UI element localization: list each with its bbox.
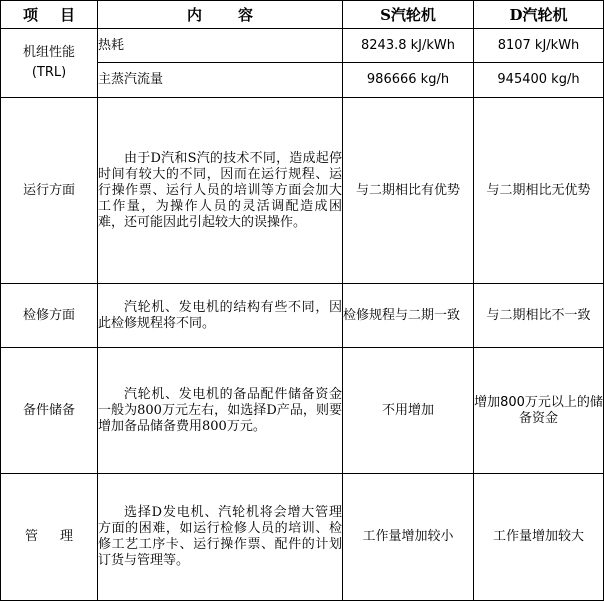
s-management: 工作量增加较小	[343, 474, 474, 601]
s-maintenance: 检修规程与二期一致	[343, 284, 474, 348]
desc-text: 汽轮机、发电机的结构有些不同，因此检修规程将不同。	[98, 299, 342, 331]
category-operation: 运行方面	[1, 98, 98, 284]
desc-management	[98, 474, 343, 601]
d-heat-rate: 8107 kJ/kWh	[474, 29, 604, 63]
item-steam-flow: 主蒸汽流量	[98, 63, 343, 98]
desc-text: 选择D发电机、汽轮机将会增大管理方面的困难，如运行检修人员的培训、检修工艺工序卡、运行操作票、配件的计划订货与管理等。	[98, 505, 342, 568]
category-spare-parts: 备件储备	[1, 348, 98, 474]
header-d-turbine: D汽轮机	[474, 1, 604, 29]
d-maintenance: 与二期相比不一致	[474, 284, 604, 348]
table-row	[1, 474, 604, 601]
category-maintenance: 检修方面	[1, 284, 98, 348]
header-s-turbine: S汽轮机	[343, 1, 474, 29]
d-steam-flow: 945400 kg/h	[474, 63, 604, 98]
header-row	[1, 1, 604, 29]
category-performance	[1, 29, 98, 98]
s-heat-rate: 8243.8 kJ/kWh	[343, 29, 474, 63]
table-row	[1, 284, 604, 348]
d-operation: 与二期相比无优势	[474, 98, 604, 284]
d-spare-parts: 增加800万元以上的储备资金	[474, 348, 604, 474]
s-operation: 与二期相比有优势	[343, 98, 474, 284]
item-heat-rate: 热耗	[98, 29, 343, 63]
desc-text: 汽轮机、发电机的备品配件储备资金一般为800万元左右，如选择D产品，则要增加备品储备费用800万元。	[98, 386, 342, 434]
desc-spare-parts	[98, 348, 343, 474]
desc-operation	[98, 98, 343, 284]
table-row	[1, 98, 604, 284]
header-content: 内容	[98, 1, 343, 29]
table-row	[1, 29, 604, 63]
d-management: 工作量增加较大	[474, 474, 604, 601]
s-spare-parts: 不用增加	[343, 348, 474, 474]
desc-text: 由于D汽和S汽的技术不同，造成起停时间有较大的不同，因而在运行规程、运行操作票、运行人员的培训等方面会加大工作量，为操作人员的灵活调配造成困难，还可能因此引起较大的误操作。	[98, 150, 342, 230]
s-steam-flow: 986666 kg/h	[343, 63, 474, 98]
category-sublabel: (TRL)	[31, 65, 67, 80]
header-item: 项目	[1, 1, 98, 29]
category-management: 管理	[1, 474, 98, 601]
category-label: 机组性能	[22, 45, 75, 60]
table-row	[1, 348, 604, 474]
desc-maintenance	[98, 284, 343, 348]
